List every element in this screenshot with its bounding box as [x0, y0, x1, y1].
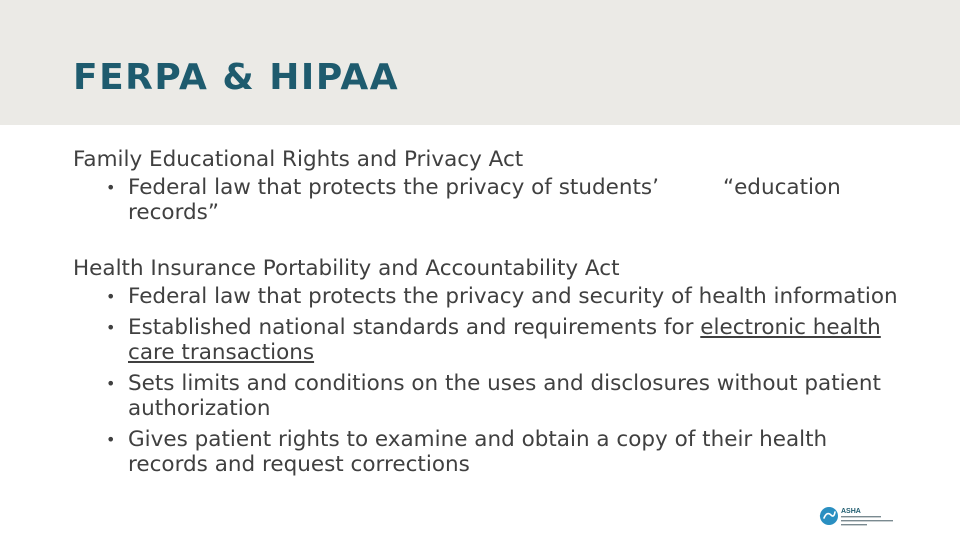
bullet-dot: • [106, 374, 116, 393]
list-item [106, 175, 903, 225]
ferpa-heading: Family Educational Rights and Privacy Act [73, 147, 524, 172]
title-banner [0, 0, 960, 125]
asha-logo [818, 503, 898, 529]
hipaa-bullet-text: Sets limits and conditions on the uses and disclosures without patient authorization [128, 371, 881, 421]
slide-body [73, 146, 903, 483]
list-item [106, 427, 903, 477]
bullet-dot: • [106, 430, 116, 449]
asha-logo-name: ASHA [841, 508, 861, 515]
list-item [106, 371, 903, 421]
list-item [106, 284, 903, 309]
bullet-dot: • [106, 178, 116, 197]
ferpa-bullet-quote: “education records” [128, 175, 841, 225]
hipaa-heading: Health Insurance Portability and Accountability Act [73, 256, 620, 281]
electronic-transactions-link[interactable]: electronic health care transactions [128, 315, 881, 365]
list-item [106, 315, 903, 365]
hipaa-bullet-text: Federal law that protects the privacy and security of health information [128, 284, 898, 309]
hipaa-bullet-text: Gives patient rights to examine and obtain a copy of their health records and request corrections [128, 427, 828, 477]
ferpa-section [73, 146, 903, 225]
bullet-dot: • [106, 287, 116, 306]
ferpa-bullet-text: Federal law that protects the privacy of students’ [128, 175, 659, 200]
bullet-dot: • [106, 318, 116, 337]
asha-logo-mark [820, 507, 838, 525]
hipaa-bullet-list [73, 284, 903, 477]
slide-title: FERPA & HIPAA [73, 57, 400, 98]
ferpa-bullet-list [73, 175, 903, 225]
hipaa-bullet-text: Established national standards and requirements for [128, 315, 701, 340]
hipaa-section [73, 255, 903, 477]
